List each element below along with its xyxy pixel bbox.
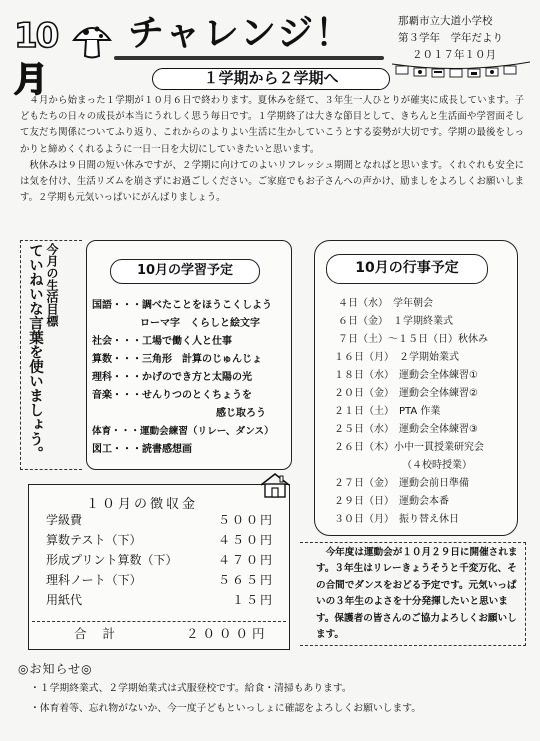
event-row: １８日（水） 運動会全体練習①	[334, 370, 478, 381]
event-row: ６日（金） １学期終業式	[338, 316, 453, 327]
announcement-item: ・１学期終業式、２学期始業式は式服登校です。給食・清掃もあります。	[30, 683, 352, 694]
study-row: 体育・・・運動会練習（リレー、ダンス）	[92, 426, 274, 437]
study-row: ローマ字 くらしと絵文字	[140, 318, 260, 329]
event-row: ２９日（日） 運動会本番	[334, 496, 449, 507]
goal-text: ていねいな言葉を使いましょう。	[27, 243, 43, 461]
fee-name: 学級費	[46, 513, 83, 527]
class-info: 第３学年 学年だより	[398, 32, 503, 44]
announcement-item: ・体育着等、忘れ物がないか、今一度子どもといっしょに確認をよろしくお願いします。	[30, 703, 422, 714]
goal-label: 今月の生活目標	[45, 243, 59, 327]
fee-value: ４５０円	[217, 533, 274, 547]
school-name: 那覇市立大道小学校	[398, 15, 493, 27]
announcements-title: ◎お知らせ◎	[18, 662, 93, 676]
page-title: チャレンジ！	[128, 13, 354, 54]
fee-name: 算数テスト（下）	[46, 533, 142, 547]
intro-text	[20, 93, 524, 206]
event-row: ２５日（水） 運動会全体練習③	[334, 424, 478, 435]
intro-paragraph-2: 秋休みは９日間の短い休みですが、２学期に向けてのよいリフレッシュ期間となればと思います。くれぐれも安全には気を付け、生活リズムを崩さずにお過ごしください。ご家庭でもお子さんへの声かけ、励ましをよろしくお願いします。２学期も元気いっぱいにがんばりましょう。	[20, 159, 524, 204]
study-row: 理科・・・かげのでき方と太陽の光	[92, 372, 252, 383]
event-row: ２７日（金） 運動会前日準備	[334, 478, 469, 489]
study-row: 図工・・・読書感想画	[92, 444, 192, 455]
fee-value: １５円	[231, 593, 274, 607]
flag-garland-icon	[392, 60, 530, 84]
event-row: ２１日（土） PTA 作業	[334, 406, 441, 417]
fees-divider	[32, 621, 286, 622]
fee-value: ４７０円	[217, 553, 274, 567]
fees-total-label: 合計	[74, 626, 132, 641]
mushroom-icon	[70, 18, 114, 60]
study-plan-title: 10月の学習予定	[110, 259, 260, 284]
title-underline	[114, 56, 384, 60]
fees-total-value: ２０００円	[186, 626, 269, 641]
fees-title: １０月の徴収金	[86, 497, 199, 512]
event-row: ２０日（金） 運動会全体練習②	[334, 388, 478, 399]
study-row: 感じ取ろう	[216, 408, 266, 419]
study-row: 国語・・・調べたことをほうこくしよう	[92, 300, 272, 311]
section-banner: １学期から２学期へ	[152, 68, 390, 90]
house-icon	[258, 472, 292, 498]
study-row: 社会・・・工場で働く人と仕事	[92, 336, 232, 347]
header-month: 10月	[14, 16, 58, 100]
sports-day-notice: 今年度は運動会が１０月２９日に開催されます。３年生はリレーきょうそうと千変万化、その合間でダンスをおどる予定です。元気いっぱいの３年生のよさを十分発揮したいと思います。保護者の皆さんのご協力よろしくお願いします。	[316, 547, 518, 641]
study-row: 算数・・・三角形 計算のじゅんじょ	[92, 354, 262, 365]
event-row: （４校時授業）	[402, 460, 472, 471]
event-plan-title: 10月の行事予定	[326, 254, 488, 284]
fee-name: 用紙代	[46, 593, 83, 607]
fee-value: ５００円	[217, 513, 274, 527]
event-row: ７日（土）～１５日（日）秋休み	[338, 334, 488, 345]
event-row: ４日（水） 学年朝会	[338, 298, 433, 309]
fee-name: 形成プリント算数（下）	[46, 553, 178, 567]
event-row: ３０日（月） 振り替え休日	[334, 514, 459, 525]
fee-name: 理科ノート（下）	[46, 573, 142, 587]
event-row: ２６日（木）小中一貫授業研究会	[334, 442, 484, 453]
fee-value: ５６５円	[217, 573, 274, 587]
event-row: １６日（月） ２学期始業式	[334, 352, 459, 363]
issue-date: ２０１７年１０月	[412, 49, 496, 61]
study-row: 音楽・・・せんりつのとくちょうを	[92, 390, 252, 401]
intro-paragraph-1: ４月から始まった１学期が１０月６日で終わります。夏休みを経て、３年生一人ひとりが確実に成長しています。子どもたちの日々の成長が本当にうれしく思う毎日です。１学期終了は大きな節目として、きちんと生活面や学習面そして友だち関係についてふり返り、これからのよりよい生活に生かしていこうとする姿勢が大切です。学期の最後をしっかりと締めくくれるように一日一日を大切にしていきたいと思います。	[20, 95, 524, 155]
